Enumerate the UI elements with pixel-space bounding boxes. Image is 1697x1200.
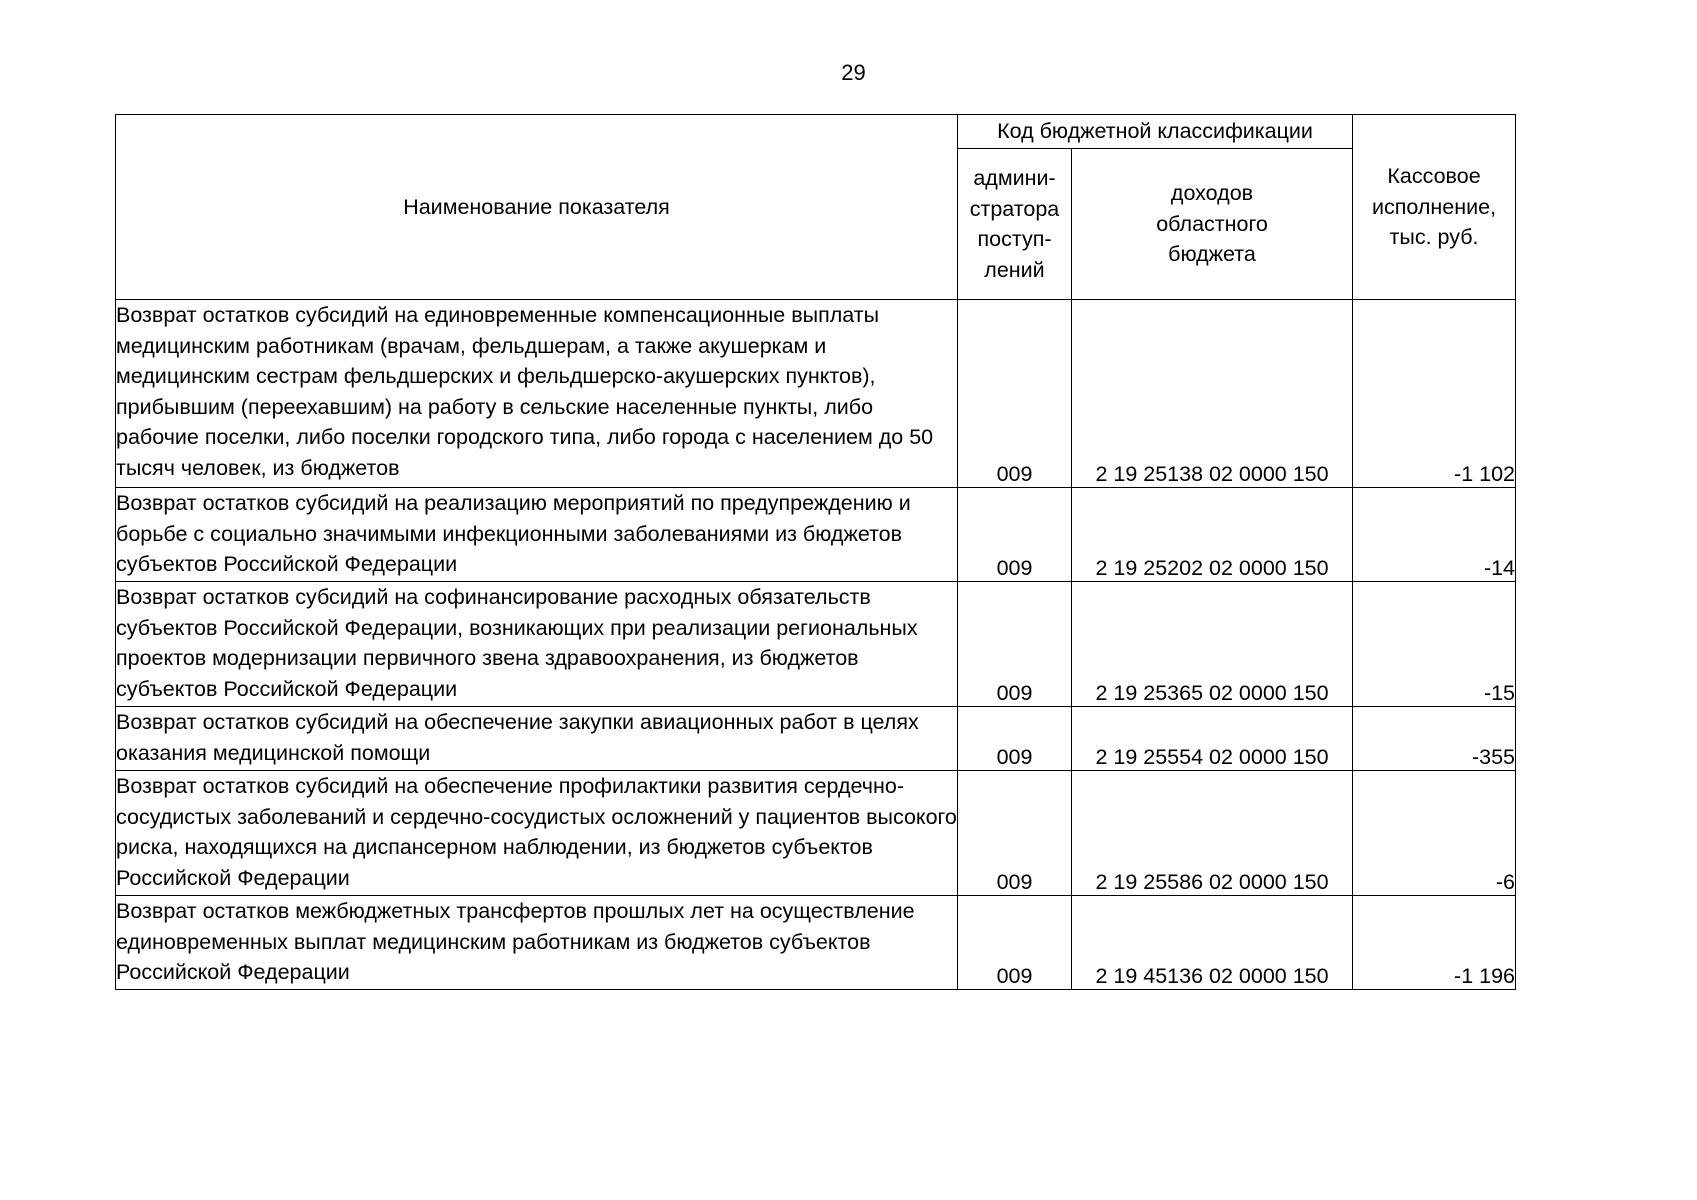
table-row	[116, 707, 1516, 771]
row-admin-cell	[958, 707, 1072, 771]
row-name-text: Возврат остатков субсидий на софинансирование расходных обязательств субъектов Российской Федерации, возникающих при реализации региональных проектов модернизации первичного звена здравоохранения, из бюджетов субъектов Российской Федерации	[116, 585, 918, 701]
row-name-cell	[116, 582, 958, 707]
header-administrator-label: админи- стратора поступ- лений	[969, 166, 1060, 282]
row-admin-code: 009	[996, 964, 1033, 988]
row-admin-cell	[958, 771, 1072, 896]
row-admin-code: 009	[996, 681, 1033, 705]
row-sum-cell	[1353, 582, 1516, 707]
header-administrator	[958, 149, 1072, 300]
row-sum-value: -6	[1495, 870, 1516, 894]
row-admin-code: 009	[996, 462, 1033, 486]
table-body	[116, 300, 1516, 990]
row-revenue-code-cell	[1072, 771, 1353, 896]
row-admin-code: 009	[996, 745, 1033, 769]
budget-table	[115, 114, 1516, 990]
row-revenue-code-cell	[1072, 300, 1353, 488]
row-admin-cell	[958, 582, 1072, 707]
row-name-cell	[116, 896, 958, 990]
row-revenue-code: 2 19 25554 02 0000 150	[1095, 745, 1329, 769]
row-revenue-code-cell	[1072, 896, 1353, 990]
row-name-cell	[116, 488, 958, 582]
table-row	[116, 896, 1516, 990]
row-name-cell	[116, 771, 958, 896]
table-row	[116, 582, 1516, 707]
row-name-cell	[116, 300, 958, 488]
row-admin-cell	[958, 896, 1072, 990]
row-revenue-code: 2 19 25586 02 0000 150	[1095, 870, 1329, 894]
header-indicator-name: Наименование показателя	[116, 115, 958, 300]
row-sum-value: -1 196	[1454, 964, 1516, 988]
row-revenue-code: 2 19 25365 02 0000 150	[1095, 681, 1329, 705]
row-name-text: Возврат остатков субсидий на единовременные компенсационные выплаты медицинским работникам (врачам, фельдшерам, а также акушеркам и медицинским сестрам фельдшерских и фельдшерско-акушерских пунктов), прибывшим (переехавшим) на работу в сельские населенные пункты, либо рабочие поселки, либо поселки городского типа, либо города с населением до 50 тысяч человек, из бюджетов	[116, 303, 934, 480]
row-name-text: Возврат остатков субсидий на обеспечение закупки авиационных работ в целях оказания медицинской помощи	[116, 710, 919, 765]
row-revenue-code-cell	[1072, 582, 1353, 707]
row-revenue-code-cell	[1072, 707, 1353, 771]
header-classification-code: Код бюджетной классификации	[958, 115, 1353, 149]
row-name-text: Возврат остатков субсидий на обеспечение профилактики развития сердечно-сосудистых заболеваний и сердечно-сосудистых осложнений у пациентов высокого риска, находящихся на диспансерном наблюдении, из бюджетов субъектов Российской Федерации	[116, 774, 957, 890]
row-sum-cell	[1353, 707, 1516, 771]
header-revenue-code-label: доходов областного бюджета	[1156, 181, 1268, 267]
table-row	[116, 771, 1516, 896]
row-revenue-code: 2 19 25202 02 0000 150	[1095, 556, 1329, 580]
table-header	[116, 115, 1516, 300]
row-sum-cell	[1353, 896, 1516, 990]
row-sum-cell	[1353, 771, 1516, 896]
header-revenue-code	[1072, 149, 1353, 300]
row-admin-code: 009	[996, 556, 1033, 580]
row-revenue-code: 2 19 45136 02 0000 150	[1095, 964, 1329, 988]
row-sum-cell	[1353, 300, 1516, 488]
row-name-cell	[116, 707, 958, 771]
row-sum-cell	[1353, 488, 1516, 582]
row-name-text: Возврат остатков межбюджетных трансфертов прошлых лет на осуществление единовременных выплат медицинским работникам из бюджетов субъектов Российской Федерации	[116, 899, 915, 984]
header-cash-execution-label: Кассовое исполнение, тыс. руб.	[1371, 164, 1497, 250]
row-sum-value: -14	[1483, 556, 1516, 580]
row-admin-cell	[958, 488, 1072, 582]
table-row	[116, 488, 1516, 582]
table-row	[116, 300, 1516, 488]
row-sum-value: -355	[1471, 745, 1516, 769]
row-revenue-code: 2 19 25138 02 0000 150	[1095, 462, 1329, 486]
header-cash-execution	[1353, 115, 1516, 300]
row-name-text: Возврат остатков субсидий на реализацию мероприятий по предупреждению и борьбе с социально значимыми инфекционными заболеваниями из бюджетов субъектов Российской Федерации	[116, 491, 911, 576]
row-admin-cell	[958, 300, 1072, 488]
row-admin-code: 009	[996, 870, 1033, 894]
row-sum-value: -15	[1483, 681, 1516, 705]
page-number: 29	[841, 60, 866, 85]
row-revenue-code-cell	[1072, 488, 1353, 582]
row-sum-value: -1 102	[1454, 462, 1516, 486]
